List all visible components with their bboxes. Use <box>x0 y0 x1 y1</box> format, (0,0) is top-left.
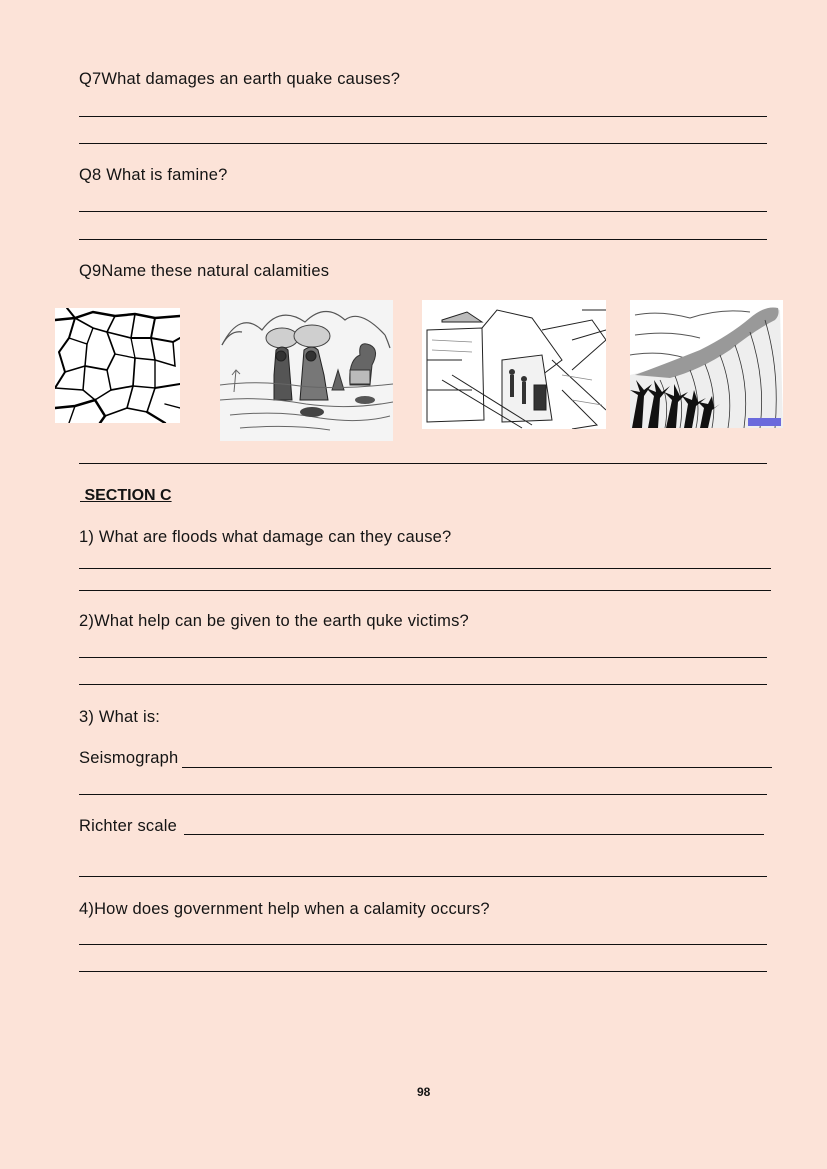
flood-villagers-wading-image <box>220 300 393 441</box>
earthquake-collapsed-buildings-image <box>422 300 606 429</box>
answer-line[interactable] <box>79 211 767 212</box>
answer-line[interactable] <box>79 876 767 877</box>
answer-line[interactable] <box>79 684 767 685</box>
page-number: 98 <box>417 1085 431 1099</box>
section-heading-label: SECTION C <box>84 487 172 504</box>
answer-line[interactable] <box>79 971 767 972</box>
answer-line[interactable] <box>79 463 767 464</box>
question-c3: 3) What is: <box>79 708 161 726</box>
seismograph-answer-line[interactable] <box>182 767 772 768</box>
question-c4: 4)How does government help when a calamity occurs? <box>79 900 490 918</box>
question-c2: 2)What help can be given to the earth quke victims? <box>79 612 469 630</box>
answer-line[interactable] <box>79 239 767 240</box>
answer-line[interactable] <box>79 590 771 591</box>
term-seismograph: Seismograph <box>79 749 179 767</box>
answer-line[interactable] <box>79 944 767 945</box>
cracked-dry-earth-drought-image <box>55 308 180 423</box>
answer-line[interactable] <box>79 568 771 569</box>
question-c1: 1) What are floods what damage can they cause? <box>79 528 452 546</box>
answer-line[interactable] <box>79 794 767 795</box>
question-q9: Q9Name these natural calamities <box>79 262 330 280</box>
term-richter-scale: Richter scale <box>79 817 177 835</box>
question-q7: Q7What damages an earth quake causes? <box>79 70 401 88</box>
answer-line[interactable] <box>79 657 767 658</box>
section-heading <box>80 487 172 505</box>
question-q8: Q8 What is famine? <box>79 166 228 184</box>
richter-scale-answer-line[interactable] <box>184 834 764 835</box>
tsunami-giant-wave-image <box>630 300 783 428</box>
answer-line[interactable] <box>79 143 767 144</box>
answer-line[interactable] <box>79 116 767 117</box>
